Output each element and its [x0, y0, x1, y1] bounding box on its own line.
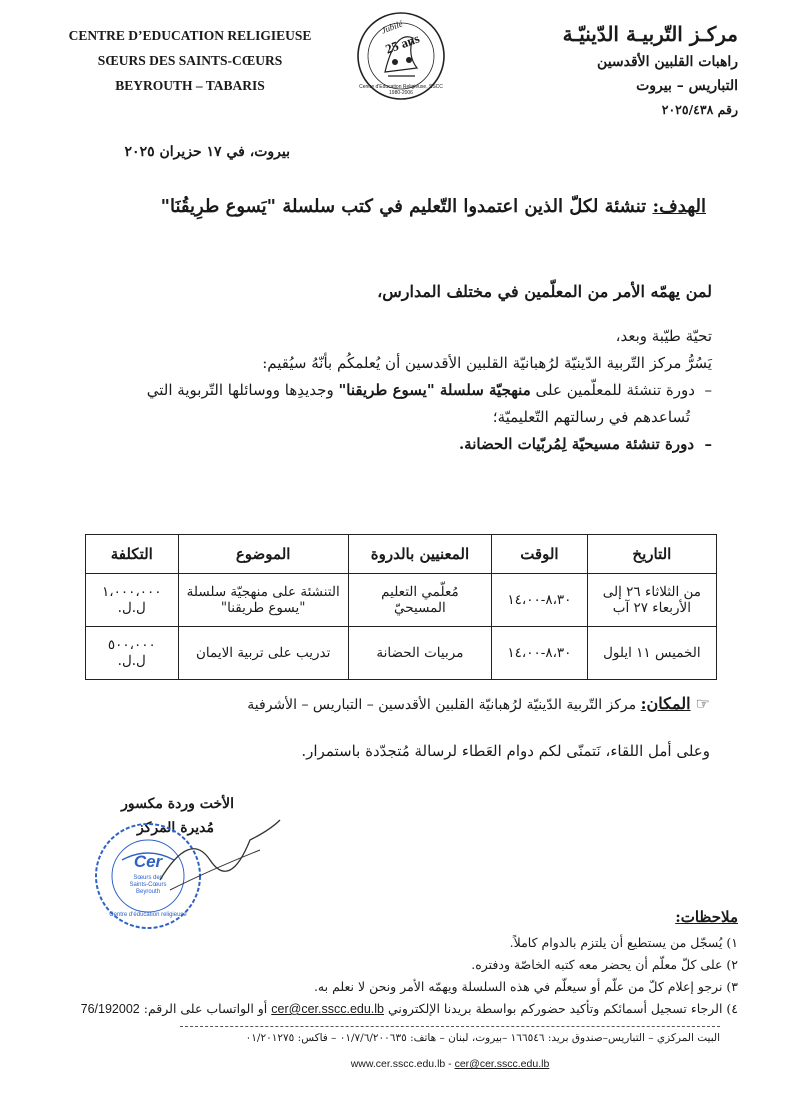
logo-ring-text: Centre d'Education Religieuse, SSCC 1980-2006	[359, 84, 443, 96]
location-label: المكان:	[640, 694, 691, 713]
table-cell: مربيات الحضانة	[348, 627, 491, 680]
table-header-cell: التاريخ	[587, 535, 716, 574]
item1-line2: تُساعدهم في رسالتهم التّعليميّة؛	[492, 408, 690, 426]
intro-text: يَسُرُّ مركز التّربية الدّينيّة لرُهبانيّة القلبين الأقدسين أن يُعلمكُم بأنّهُ سيُقيم:	[262, 354, 712, 372]
location-pin-icon: ☞	[690, 694, 710, 713]
table-header-cell: المعنيين بالدروة	[348, 535, 491, 574]
signatory-title: مُديرة المركز	[136, 820, 214, 836]
note-item-4	[78, 998, 738, 1020]
table-cell: الخميس ١١ ايلول	[587, 627, 716, 680]
stamp-main: Cer	[133, 852, 163, 871]
table-row	[86, 574, 717, 627]
item1-part-c: وجديدِها ووسائلها التّربوية التي	[146, 381, 339, 399]
table-header-cell: الوقت	[492, 535, 588, 574]
header-ar-line3: التباريس – بيروت	[636, 78, 738, 94]
jubilee-logo	[355, 10, 447, 102]
notes-title: ملاحظات:	[675, 908, 738, 926]
table-cell: مُعلّمي التعليم المسيحيّ	[348, 574, 491, 627]
table-cell: ٨،٣٠-١٤،٠٠	[492, 627, 588, 680]
bullet-item-1	[92, 377, 712, 404]
schedule-table-wrap	[85, 534, 717, 680]
notes-whatsapp-text: أو الواتساب على الرقم:	[143, 1001, 268, 1016]
header-fr-line3: BEYROUTH – TABARIS	[115, 78, 265, 93]
note-item: ٢) على كلّ معلّم أن يحضر معه كتبه الخاصّة ودفتره.	[471, 957, 738, 972]
stamp-sub1: Sœurs des	[133, 875, 163, 881]
reference-number: رقم ٢٠٢٥/٤٣٨	[661, 102, 738, 117]
item1-part-a: دورة تنشئة للمعلّمين على	[530, 381, 695, 399]
header-ar-title: مركـز التّربيـة الدّينيّـة	[562, 22, 738, 46]
handwritten-signature	[150, 810, 290, 910]
footer-separator: -	[445, 1058, 455, 1070]
header-fr-line2: SŒURS DES SAINTS-CŒURS	[97, 53, 283, 68]
location-text: مركز التّربية الدّينيّة لرُهبانيّة القلبين الأقدسين – التباريس – الأشرفية	[247, 697, 637, 713]
table-cell: من الثلاثاء ٢٦ إلى الأربعاء ٢٧ آب	[587, 574, 716, 627]
greeting: تحيّة طيّبة وبعد،	[615, 327, 712, 345]
item2-text: دورة تنشئة مسيحيّة لِمُربّيات الحضانة.	[458, 435, 695, 453]
stamp-ring-text: Centre d'éducation religieuse	[109, 912, 187, 918]
location-line	[80, 694, 710, 713]
signatory-name: الأخت وردة مكسور	[121, 796, 234, 812]
addressee: لمن يهمّه الأمر من المعلّمين في مختلف المدارس،	[377, 282, 712, 301]
notes-section	[78, 906, 738, 1020]
logo-years: 25 ans	[383, 30, 422, 57]
item1-part-b: منهجيّة سلسلة "يسوع طريقنا"	[338, 381, 531, 399]
header-fr-line1: CENTRE D’EDUCATION RELIGIEUSE	[68, 28, 312, 43]
letter-body	[92, 278, 712, 458]
table-cell: ٥٠٠،٠٠٠ ل.ل.	[86, 627, 179, 680]
table-header-cell: التكلفة	[86, 535, 179, 574]
subject-line	[126, 196, 706, 217]
header-ar-block	[478, 22, 738, 117]
stamp-sub3: Beyrouth	[135, 889, 160, 895]
stamp-sub2: Saints-Cœurs	[129, 882, 167, 888]
subject-text: تنشئة لكلّ الذين اعتمدوا التّعليم في كتب سلسلة "يَسوع طرِيقُنَا"	[160, 196, 647, 217]
note-item: ٣) نرجو إعلام كلّ من علّم أو سيعلّم في هذه السلسلة ويهمّه الأمر ونحن لا نعلم به.	[313, 979, 738, 994]
footer-divider	[180, 1026, 720, 1027]
note-item: ١) يُسجّل من يستطيع أن يلتزم بالدوام كاملاً.	[509, 935, 738, 950]
bullet-item-2	[92, 431, 712, 458]
subject-label: الهدف:	[652, 196, 706, 217]
table-cell: ٨،٣٠-١٤،٠٠	[492, 574, 588, 627]
note-item-4-text: ٤) الرجاء تسجيل أسمائكم وتأكيد حضوركم بواسطة بريدنا الإلكتروني	[388, 1001, 738, 1016]
footer-contacts	[180, 1058, 720, 1070]
header-ar-line2: راهبات القلبين الأقدسين	[597, 54, 738, 70]
bullet-dash: –	[694, 381, 712, 399]
closing-line: وعلى أمل اللقاء، نَتمنّى لكم دوام العَطاء لرسالة مُتجدّدة باستمرار.	[301, 742, 710, 760]
footer-address: البيت المركزي – التباريس–صندوق بريد: ١٦٦٥٤٦ –بيروت، لبنان – هاتف: ٠١/٧/٦/٢٠٠٦٣٥ – فاكس: ٠١/٢٠١٢٧٥	[245, 1032, 720, 1044]
date-line: بيروت، في ١٧ حزيران ٢٠٢٥	[124, 144, 290, 160]
table-cell: تدريب على تربية الايمان	[178, 627, 348, 680]
bullet-dash: –	[694, 435, 712, 453]
table-cell: التنشئة على منهجيّة سلسلة "يسوع طريقنا"	[178, 574, 348, 627]
table-cell: ١،٠٠٠،٠٠٠ ل.ل.	[86, 574, 179, 627]
schedule-table	[85, 534, 717, 680]
header-fr-block	[40, 28, 340, 94]
table-header-cell: الموضوع	[178, 535, 348, 574]
logo-top-text: Jubilé	[379, 18, 405, 36]
table-header-row	[86, 535, 717, 574]
footer-website-link[interactable]: www.cer.sscc.edu.lb	[350, 1058, 446, 1070]
notes-email-link[interactable]: cer@cer.sscc.edu.lb	[271, 1002, 385, 1016]
table-row	[86, 627, 717, 680]
footer-email-link[interactable]: cer@cer.sscc.edu.lb	[454, 1058, 550, 1070]
notes-whatsapp-number: 76/192002	[80, 1002, 140, 1016]
